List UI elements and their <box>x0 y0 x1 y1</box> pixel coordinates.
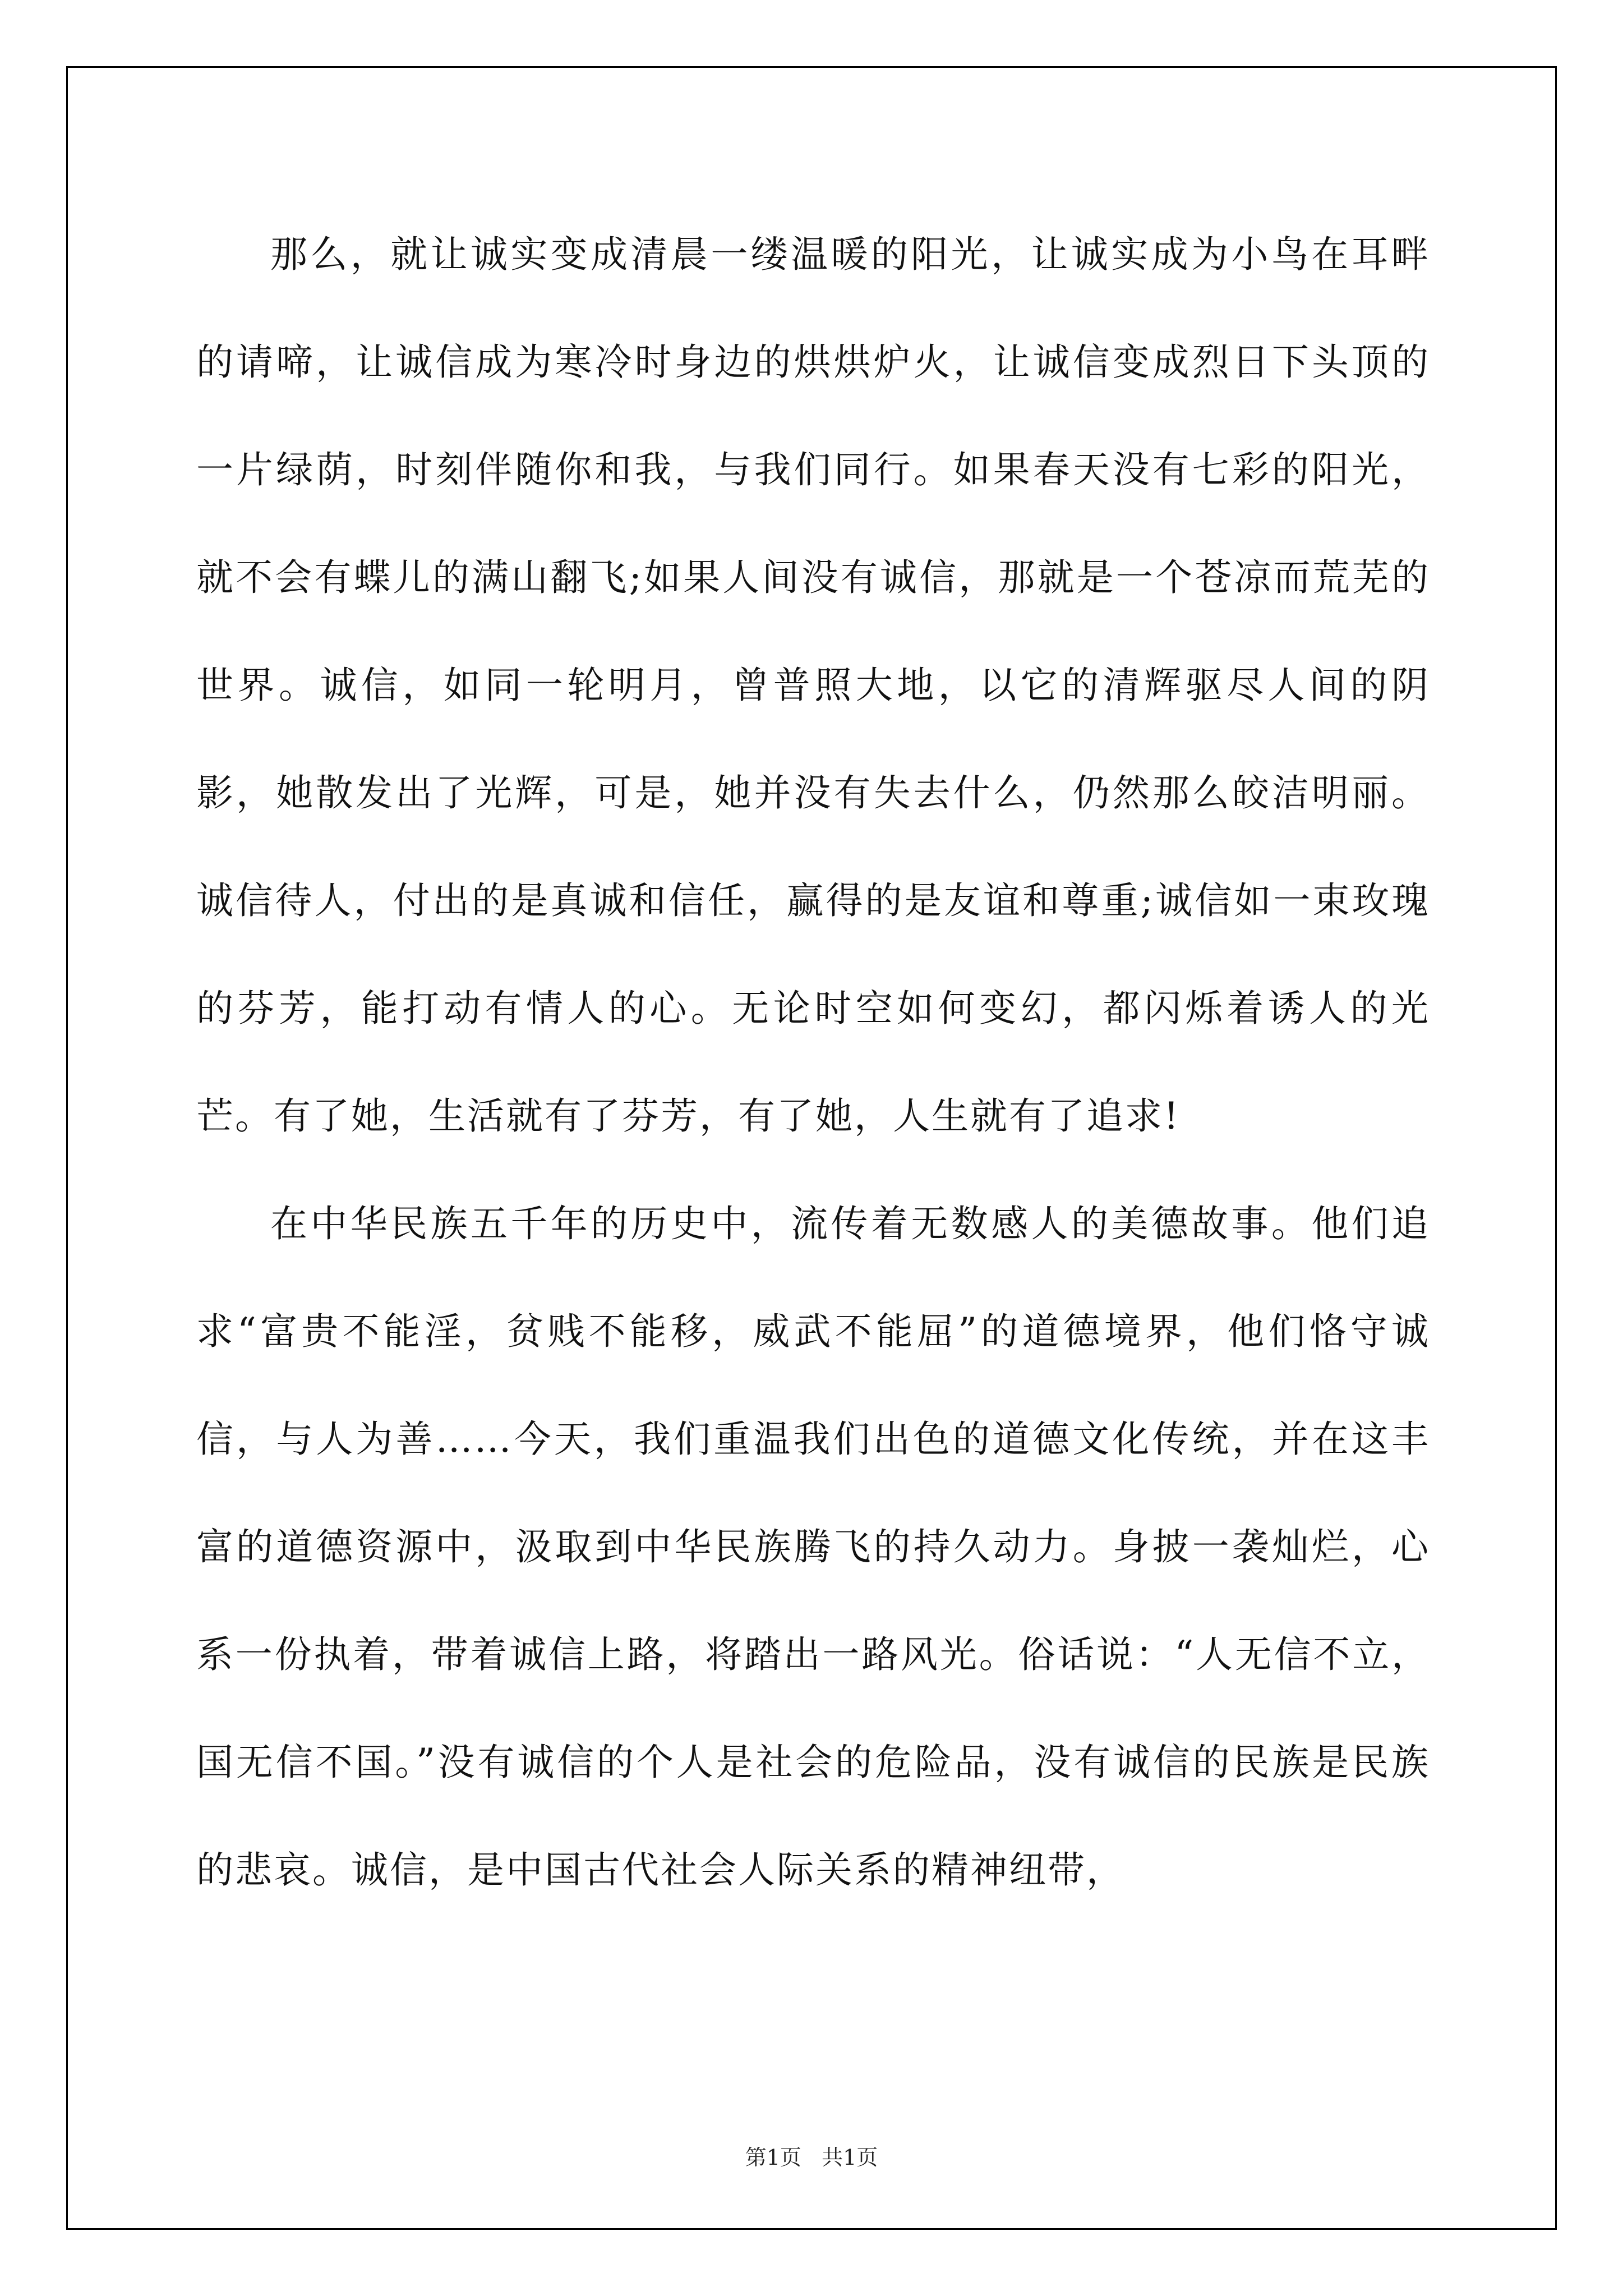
paragraph-2: 在中华民族五千年的历史中，流传着无数感人的美德故事。他们追求“富贵不能淫，贫贱不能移，威武不能屈”的道德境界，他们恪守诚信，与人为善……今天，我们重温我们出色的道德文化传统，并在这丰富的道德资源中，汲取到中华民族腾飞的持久动力。身披一袭灿烂，心系一份执着，带着诚信上路，将踏出一路风光。俗话说：“人无信不立，国无信不国。”没有诚信的个人是社会的危险品，没有诚信的民族是民族的悲哀。诚信，是中国古代社会人际关系的精神纽带， <box>196 1202 1430 1892</box>
page-number-footer: 第1页 共1页 <box>745 2145 878 2170</box>
paragraph-1: 那么，就让诚实变成清晨一缕温暖的阳光，让诚实成为小鸟在耳畔的请啼，让诚信成为寒冷时身边的烘烘炉火，让诚信变成烈日下头顶的一片绿荫，时刻伴随你和我，与我们同行。如果春天没有七彩的阳光，就不会有蝶儿的满山翻飞;如果人间没有诚信，那就是一个苍凉而荒芜的世界。诚信，如同一轮明月，曾普照大地，以它的清辉驱尽人间的阴影，她散发出了光辉，可是，她并没有失去什么，仍然那么皎洁明丽。诚信待人，付出的是真诚和信任，赢得的是友谊和尊重;诚信如一束玫瑰的芬芳，能打动有情人的心。无论时空如何变幻，都闪烁着诱人的光芒。有了她，生活就有了芬芳，有了她，人生就有了追求! <box>196 233 1430 1138</box>
document-body <box>196 201 1430 1924</box>
